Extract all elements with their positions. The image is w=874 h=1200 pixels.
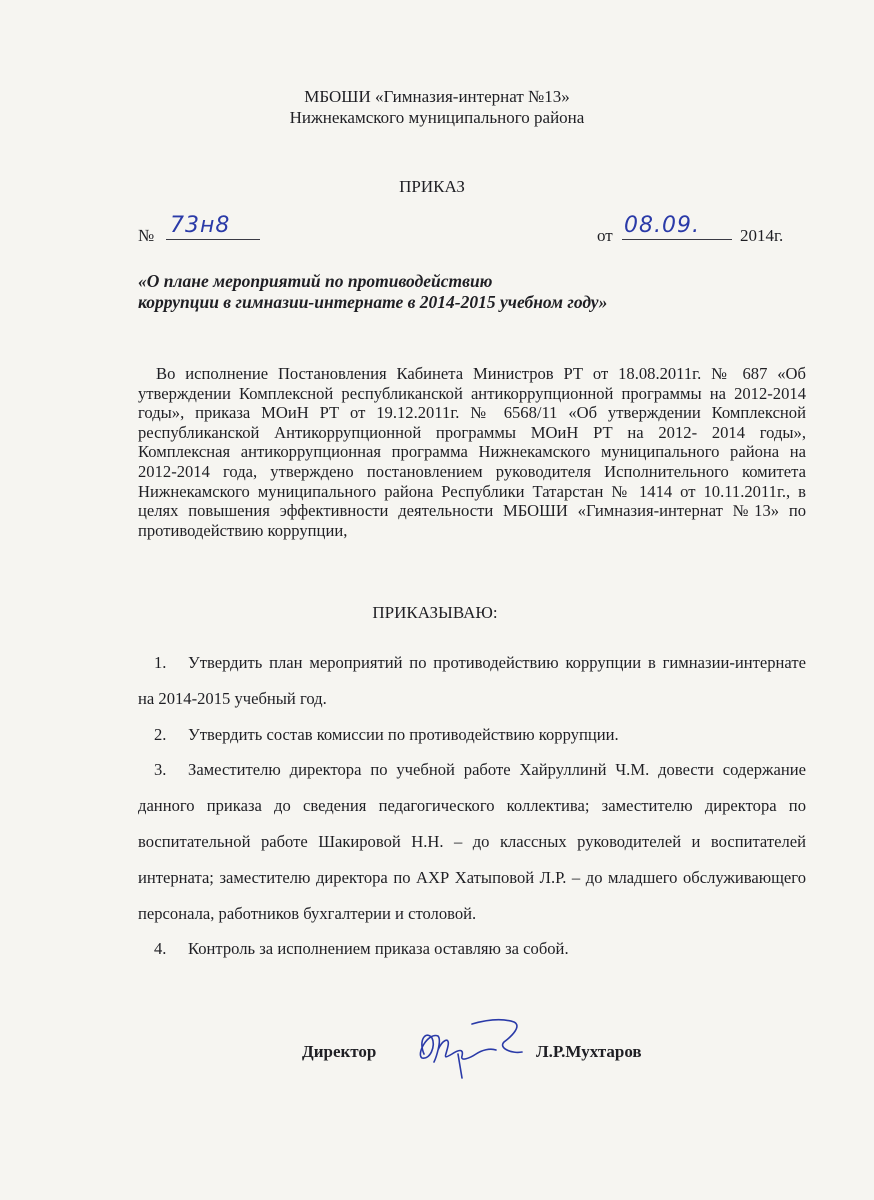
date-underline [622,213,732,240]
number-underline [166,213,260,240]
list-item: 1. Утвердить план мероприятий по противодействию коррупции в гимназии-интернате на 2014-2015 учебный год. [138,653,806,708]
signature-scribble [412,1010,532,1082]
org-district: Нижнекамского муниципального района [289,108,585,127]
org-name: МБОШИ «Гимназия-интернат №13» [304,87,570,106]
list-item: 4. Контроль за исполнением приказа оставляю за собой. [154,939,569,959]
list-item: 3. Заместителю директора по учебной работе Хайруллинй Ч.М. довести содержание данного приказа до сведения педагогического коллектива; заместителю директора по воспитательной работе Шакировой Н.Н. – до классных руководителей и воспитателей интерната; заместителю директора по АХР Хатыповой Л.Р. – до младшего обслуживающего персонала, работников бухгалтерии и столовой. [138,760,806,923]
doc-type: ПРИКАЗ [399,177,465,196]
date-year: 2014г. [740,226,784,245]
signature-position: Директор [302,1042,377,1061]
order-items [138,645,806,967]
date-prefix: от [597,226,613,245]
order-title-line1: «О плане мероприятий по противодействию [138,271,493,291]
order-word: ПРИКАЗЫВАЮ: [372,603,498,622]
order-title-line2: коррупции в гимназии-интернате в 2014-2015 учебном году» [138,292,608,312]
signature-name: Л.Р.Мухтаров [536,1042,642,1061]
number-label: № [138,226,155,245]
list-item: 2. Утвердить состав комиссии по противодействию коррупции. [154,724,619,744]
preamble-paragraph: Во исполнение Постановления Кабинета Министров РТ от 18.08.2011г. № 687 «Об утверждении Комплексной республиканской антикоррупционной программы на 2012-2014 годы», приказа МОиН РТ от 19.12.2011г. № 6568/11 «Об утверждении Комплексной республиканской Антикоррупционной программы МОиН РТ на 2012- 2014 годы», Комплексная антикоррупционная программа Нижнекамского муниципального района на 2012-2014 года, утверждено постановлением руководителя Исполнительного комитета Нижнекамского муниципального района Республики Татарстан № 1414 от 10.11.2011г., в целях повышения эффективности деятельности МБОШИ «Гимназия-интернат №13» по противодействию коррупции, [138,364,806,540]
number-value: 73н8 [170,213,231,238]
date-value: 08.09. [624,213,700,238]
